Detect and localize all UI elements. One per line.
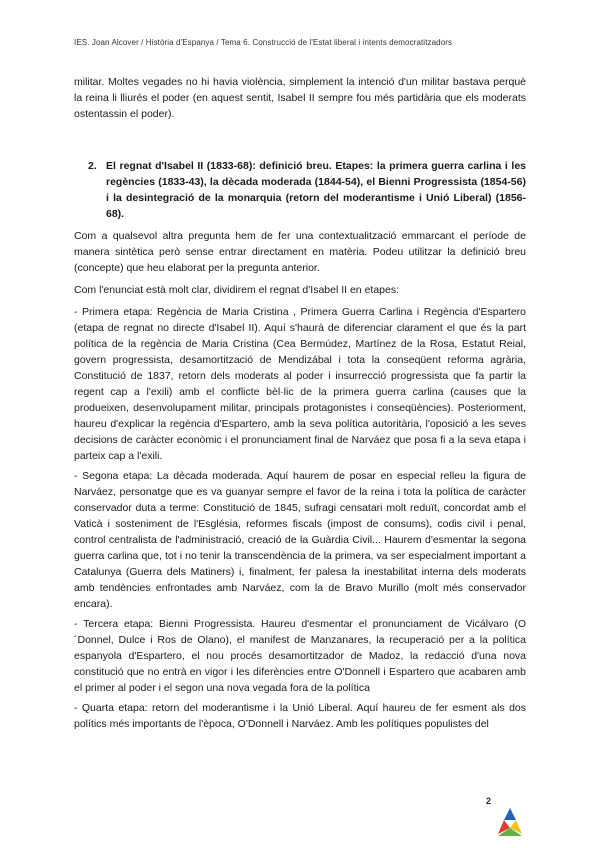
intro-paragraph: militar. Moltes vegades no hi havia violència, simplement la intenció d'un militar bastava perquè la reina li lliurés el poder (en aquest sentit, Isabel II sempre fou més partidària que els moderats ostentassin el poder). (74, 76, 526, 120)
paragraph-first-stage: - Primera etapa: Regència de Maria Cristina , Primera Guerra Carlina i Regència d'Espartero (etapa de regnat no directe d'Isabel II). Aquí s'haurà de diferenciar clarament el que és la part política de la regència de Maria Cristina (Cea Bermúdez, Martínez de la Rosa, Estatut Reial, govern progressista, desamortització de Mendizábal i tota la conseqüent reforma agrària, Constitució de 1837, retorn dels moderats al poder i insurrecció progressista que fa partir la regent cap a l'exili) amb el conflicte bèl·lic de la primera guerra carlina (causes que la produeixen, desenvolupament militar, principals protagonistes i conseqüències). Posteriorment, haureu d'explicar la regència d'Espartero, amb la seva política autoritària, l'oposició a les seves decisions de caràcter econòmic i el pronunciament final de Narváez que posa fi a la seva etapa i parteix cap a l'exili. (74, 306, 526, 462)
school-logo-icon (494, 806, 526, 838)
paragraph-division: Com l'enunciat està molt clar, dividirem el regnat d'Isabel II en etapes: (74, 284, 400, 296)
paragraph-second-stage: - Segona etapa: La dècada moderada. Aquí haurem de posar en especial relleu la figura de Narváez, personatge que es va guanyar sempre el favor de la reina i tota la política de caràcter conservador duta a terme: Constitució de 1845, sufragi censatari molt reduït, concordat amb el Vaticà i sosteniment de l'Església, reformes fiscals (impost de consums), codis civil i penal, control centralista de l'administració, creació de la Guàrdia Civil... Haurem d'esmentar la segona guerra carlina que, tot i no tenir la transcendència de la primera, va ser especialment important a Catalunya (Guerra dels Matiners) i, finalment, fer palesa la inestabilitat interna dels moderats amb tendències enfrontades amb Narváez, com la de Bravo Murillo (molt més conservador encara). (74, 470, 526, 610)
logo-blue-shape (504, 808, 516, 820)
section-heading (74, 158, 526, 222)
section-number: 2. (88, 160, 97, 172)
section-title: El regnat d'Isabel II (1833-68): definició breu. Etapes: la primera guerra carlina i les regències (1833-43), la dècada moderada (1844-54), el Bienni Progressista (1854-56) i la desintegració de la monarquia (retorn del moderantisme i Unió Liberal) (1856-68). (106, 160, 526, 220)
page-number: 2 (486, 796, 492, 806)
paragraph-fourth-stage: - Quarta etapa: retorn del moderantisme i la Unió Liberal. Aquí haureu de fer esment als dos polítics més importants de l'època, O'Donnell i Narváez. Amb les polítiques populistes del (74, 702, 526, 730)
paragraph-context: Com a qualsevol altra pregunta hem de fer una contextualització emmarcant el període de manera sintètica però sense entrar directament en matèria. Podeu utilitzar la definició breu (concepte) que heu elaborat per la pregunta anterior. (74, 230, 526, 274)
page-header: IES. Joan Alcover / Història d'Espanya / Tema 6. Construcció de l'Estat liberal i intents democratitzadors (74, 38, 453, 47)
paragraph-third-stage: - Tercera etapa: Bienni Progressista. Haureu d'esmentar el pronunciament de Vicálvaro (O´Donnel, Dulce i Ros de Olano), el manifest de Manzanares, la recuperació per a la política espanyola d'Espartero, el nou procés desamortitzador de Madoz, la redacció d'una nova constitució que no entrà en vigor i les diferències entre O'Donnell i Espartero que acabaren amb el primer al poder i el segon una nova vegada fora de la política (74, 618, 526, 694)
document-body (74, 74, 526, 732)
